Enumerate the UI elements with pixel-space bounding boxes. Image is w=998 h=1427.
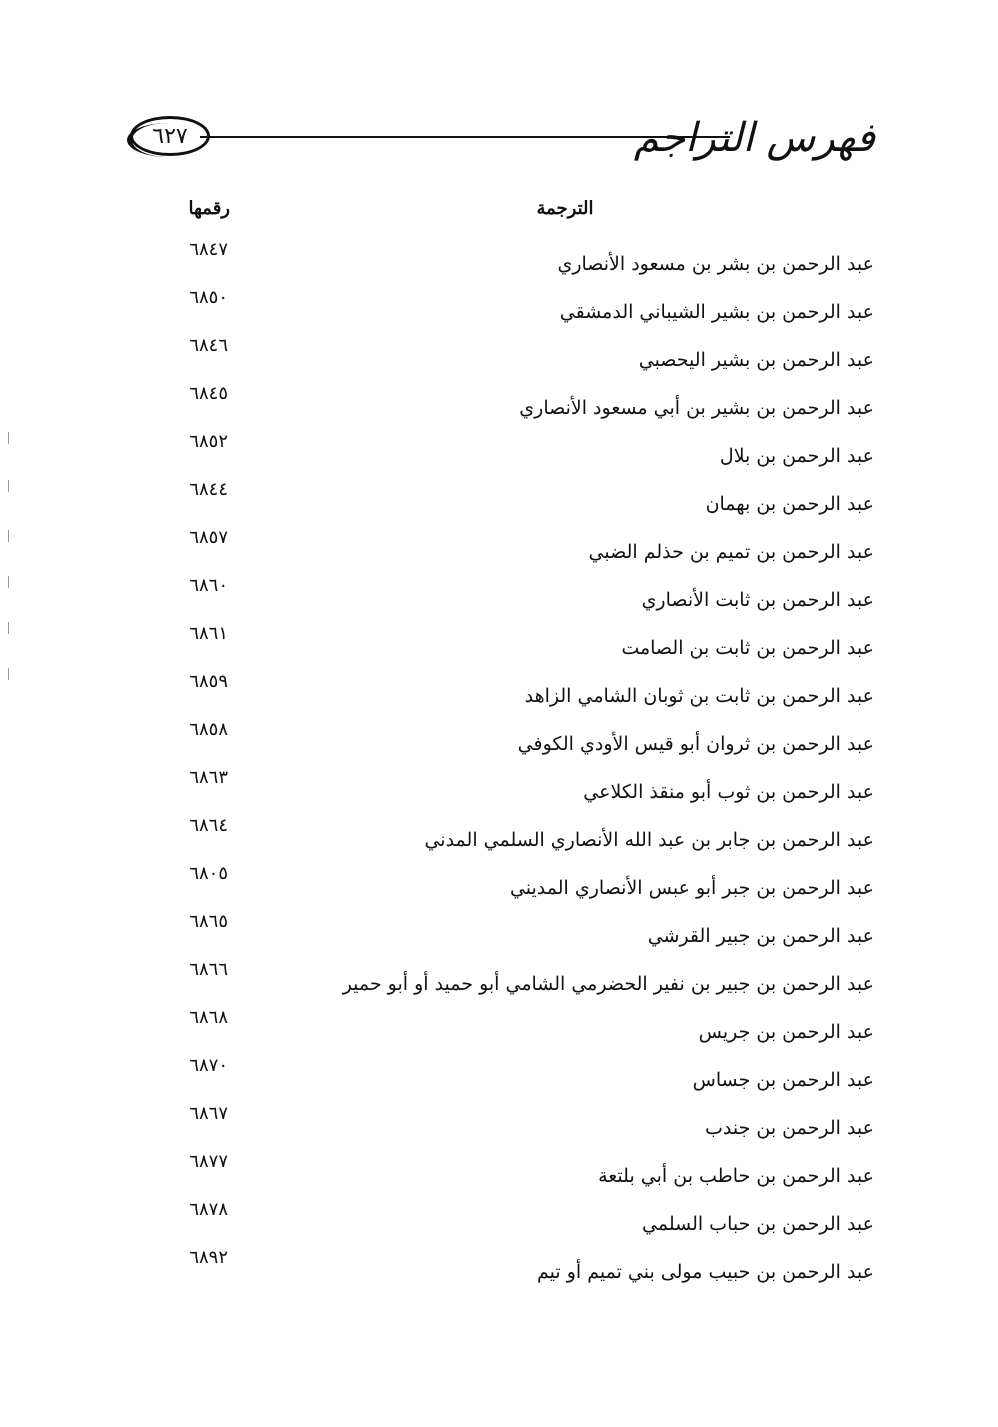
biography-number: ٦٨٦٠ bbox=[189, 575, 228, 596]
biography-name: عبد الرحمن بن حبيب مولى بني تميم أو تيم bbox=[537, 1261, 874, 1283]
scan-mark bbox=[8, 530, 9, 542]
biography-name: عبد الرحمن بن بهمان bbox=[705, 493, 874, 515]
biography-name: عبد الرحمن بن بشير اليحصبي bbox=[638, 349, 874, 371]
biography-number: ٦٨٦٧ bbox=[189, 1103, 228, 1124]
biography-name: عبد الرحمن بن ثابت الأنصاري bbox=[641, 589, 874, 611]
column-heading-number: رقمها bbox=[188, 198, 230, 219]
biography-number: ٦٨٧٠ bbox=[189, 1055, 228, 1076]
biography-name: عبد الرحمن بن بشير الشيباني الدمشقي bbox=[559, 301, 874, 323]
biography-name: عبد الرحمن بن جريس bbox=[698, 1021, 874, 1043]
index-row bbox=[160, 479, 880, 526]
index-row bbox=[160, 239, 880, 286]
biography-number: ٦٨٧٨ bbox=[189, 1199, 228, 1220]
index-row bbox=[160, 911, 880, 958]
biography-name: عبد الرحمن بن جساس bbox=[692, 1069, 874, 1091]
biography-number: ٦٨٤٦ bbox=[189, 335, 228, 356]
biography-number: ٦٨٥٠ bbox=[189, 287, 228, 308]
biography-name: عبد الرحمن بن جبير القرشي bbox=[647, 925, 874, 947]
biography-number: ٦٨٦١ bbox=[189, 623, 228, 644]
biography-number: ٦٨٦٥ bbox=[189, 911, 228, 932]
index-row bbox=[160, 287, 880, 334]
index-row bbox=[160, 1007, 880, 1054]
biography-number: ٦٨٤٥ bbox=[189, 383, 228, 404]
index-row bbox=[160, 863, 880, 910]
index-row bbox=[160, 1199, 880, 1246]
biography-number: ٦٨٦٦ bbox=[189, 959, 228, 980]
index-row bbox=[160, 575, 880, 622]
scan-mark bbox=[8, 668, 9, 680]
index-row bbox=[160, 335, 880, 382]
index-row bbox=[160, 959, 880, 1006]
biography-number: ٦٨٧٧ bbox=[189, 1151, 228, 1172]
biography-name: عبد الرحمن بن حباب السلمي bbox=[642, 1213, 874, 1235]
biography-name: عبد الرحمن بن تميم بن حذلم الضبي bbox=[588, 541, 874, 563]
biography-number: ٦٨٠٥ bbox=[189, 863, 228, 884]
biography-number: ٦٨٥٨ bbox=[189, 719, 228, 740]
biography-name: عبد الرحمن بن ثوب أبو منقذ الكلاعي bbox=[583, 781, 874, 803]
index-row bbox=[160, 623, 880, 670]
biography-name: عبد الرحمن بن بشير بن أبي مسعود الأنصاري bbox=[519, 397, 874, 419]
index-row bbox=[160, 383, 880, 430]
scan-mark bbox=[8, 622, 9, 634]
biography-number: ٦٨٤٤ bbox=[189, 479, 228, 500]
index-row bbox=[160, 527, 880, 574]
column-heading-name: الترجمة bbox=[536, 198, 594, 219]
biography-number: ٦٨٦٤ bbox=[189, 815, 228, 836]
biography-number: ٦٨٤٧ bbox=[189, 239, 228, 260]
page-number: ٦٢٧ bbox=[152, 123, 188, 149]
page-title: فهرس التراجم bbox=[633, 115, 875, 161]
biography-name: عبد الرحمن بن جندب bbox=[705, 1117, 874, 1139]
biography-name: عبد الرحمن بن جابر بن عبد الله الأنصاري السلمي المدني bbox=[424, 829, 874, 851]
biography-name: عبد الرحمن بن ثابت بن الصامت bbox=[621, 637, 874, 659]
biography-number: ٦٨٦٣ bbox=[189, 767, 228, 788]
scan-mark bbox=[8, 480, 9, 492]
biography-name: عبد الرحمن بن جبر أبو عبس الأنصاري المديني bbox=[509, 877, 874, 899]
index-row bbox=[160, 767, 880, 814]
biography-name: عبد الرحمن بن ثروان أبو قيس الأودي الكوفي bbox=[517, 733, 874, 755]
biography-name: عبد الرحمن بن ثابت بن ثوبان الشامي الزاهد bbox=[524, 685, 874, 707]
index-row bbox=[160, 815, 880, 862]
index-row bbox=[160, 1247, 880, 1294]
biography-number: ٦٨٩٢ bbox=[189, 1247, 228, 1268]
biography-number: ٦٨٥٧ bbox=[189, 527, 228, 548]
scan-mark bbox=[8, 576, 9, 588]
biography-number: ٦٨٦٨ bbox=[189, 1007, 228, 1028]
biography-number: ٦٨٥٢ bbox=[189, 431, 228, 452]
biography-name: عبد الرحمن بن جبير بن نفير الحضرمي الشامي أبو حميد أو أبو حمير bbox=[342, 973, 874, 995]
header-rule bbox=[200, 136, 730, 138]
index-row bbox=[160, 1055, 880, 1102]
biography-name: عبد الرحمن بن حاطب بن أبي بلتعة bbox=[598, 1165, 874, 1187]
index-row bbox=[160, 431, 880, 478]
scan-mark bbox=[8, 432, 9, 444]
index-row bbox=[160, 671, 880, 718]
index-row bbox=[160, 1103, 880, 1150]
index-row bbox=[160, 1151, 880, 1198]
index-row bbox=[160, 719, 880, 766]
biography-name: عبد الرحمن بن بشر بن مسعود الأنصاري bbox=[557, 253, 874, 275]
biography-number: ٦٨٥٩ bbox=[189, 671, 228, 692]
page-number-badge bbox=[130, 116, 210, 156]
biography-name: عبد الرحمن بن بلال bbox=[719, 445, 874, 467]
